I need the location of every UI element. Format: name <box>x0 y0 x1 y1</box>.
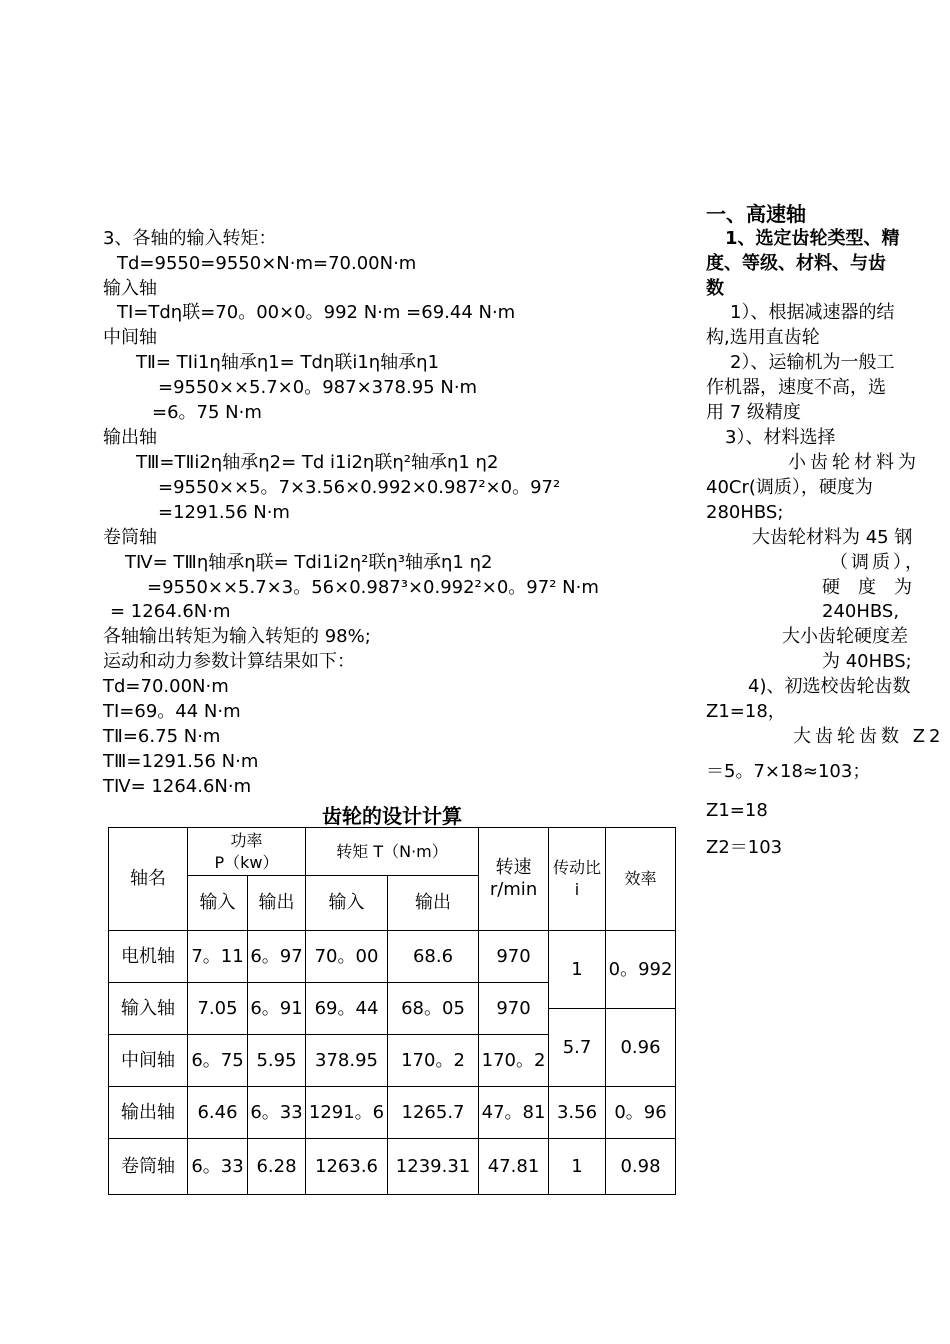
right-paragraph: 作机器，速度不高，选 <box>706 377 886 398</box>
right-paragraph: 为 40HBS; <box>822 651 912 672</box>
header-power: 功率 P（kw） <box>188 828 306 876</box>
cell-ratio: 1 <box>549 931 606 1009</box>
header-ratio: 传动比 i <box>549 828 606 931</box>
right-heading: 一、高速轴 <box>706 202 806 226</box>
cell-torque-out: 170。2 <box>388 1035 479 1087</box>
right-paragraph: Z1=18， <box>706 701 786 722</box>
right-subheading: 1、选定齿轮类型、精 <box>725 228 900 249</box>
cell-efficiency: 0.98 <box>606 1139 676 1195</box>
cell-speed: 970 <box>479 983 549 1035</box>
cell-efficiency: 0。992 <box>606 931 676 1009</box>
right-paragraph: 280HBS; <box>706 502 784 523</box>
result-line: TⅠ=69。44 N·m <box>103 701 241 722</box>
formula-line: = 1264.6N·m <box>110 601 231 622</box>
cell-power-in: 6。75 <box>188 1035 248 1087</box>
right-paragraph: 硬 度 为 <box>822 577 912 598</box>
cell-power-in: 6。33 <box>188 1139 248 1195</box>
cell-power-out: 5.95 <box>248 1035 306 1087</box>
result-line: TⅢ=1291.56 N·m <box>103 751 259 772</box>
right-subheading: 数 <box>706 278 724 299</box>
formula-line: =9550××5。7×3.56×0.992×0.987²×0。97² <box>158 477 561 498</box>
shaft-label: 卷筒轴 <box>103 527 157 548</box>
cell-speed: 970 <box>479 931 549 983</box>
right-paragraph: 大小齿轮硬度差 <box>782 626 908 647</box>
right-paragraph: 用 7 级精度 <box>706 402 801 423</box>
formula-line: TⅡ= TⅠi1η轴承η1= Tdη联i1η轴承η1 <box>136 352 440 373</box>
cell-power-in: 7。11 <box>188 931 248 983</box>
paragraph-line: 运动和动力参数计算结果如下： <box>103 651 355 672</box>
cell-power-out: 6。33 <box>248 1087 306 1139</box>
cell-speed: 47。81 <box>479 1087 549 1139</box>
right-paragraph: 构,选用直齿轮 <box>706 327 820 348</box>
right-paragraph: （调质）， <box>830 552 926 573</box>
right-paragraph: 1）、根据减速器的结 <box>730 302 895 323</box>
header-torque-out: 输出 <box>388 876 479 931</box>
cell-shaft: 电机轴 <box>109 931 188 983</box>
cell-shaft: 输入轴 <box>109 983 188 1035</box>
cell-power-out: 6。97 <box>248 931 306 983</box>
header-shaft-name: 轴名 <box>109 828 188 931</box>
gear-parameter-table <box>108 827 676 1195</box>
right-paragraph: 4)、初选校齿轮齿数 <box>748 676 911 697</box>
header-efficiency: 效率 <box>606 828 676 931</box>
cell-torque-in: 1291。6 <box>306 1087 388 1139</box>
cell-shaft: 卷筒轴 <box>109 1139 188 1195</box>
header-speed: 转速 r/min <box>479 828 549 931</box>
formula-line: =1291.56 N·m <box>158 502 290 523</box>
shaft-label: 输出轴 <box>103 427 157 448</box>
cell-ratio: 1 <box>549 1139 606 1195</box>
right-paragraph: Z2＝103 <box>706 837 783 858</box>
formula-line: TⅢ=TⅡi2η轴承η2= Td i1i2η联η²轴承η1 η2 <box>136 452 499 473</box>
cell-torque-out: 1239.31 <box>388 1139 479 1195</box>
shaft-label: 中间轴 <box>103 327 157 348</box>
cell-torque-out: 1265.7 <box>388 1087 479 1139</box>
right-paragraph: 大齿轮齿数 Z2 <box>793 726 945 747</box>
cell-shaft: 输出轴 <box>109 1087 188 1139</box>
cell-torque-out: 68。05 <box>388 983 479 1035</box>
formula-line: =6。75 N·m <box>152 402 262 423</box>
table-row <box>109 1087 676 1139</box>
right-paragraph: ＝5。7×18≈103； <box>706 761 871 782</box>
result-line: Td=70.00N·m <box>103 676 229 697</box>
cell-efficiency: 0。96 <box>606 1087 676 1139</box>
cell-torque-out: 68.6 <box>388 931 479 983</box>
cell-efficiency: 0.96 <box>606 1009 676 1087</box>
header-torque-in: 输入 <box>306 876 388 931</box>
cell-ratio: 3.56 <box>549 1087 606 1139</box>
header-power-in: 输入 <box>188 876 248 931</box>
right-paragraph: 2）、运输机为一般工 <box>730 352 895 373</box>
cell-speed: 47.81 <box>479 1139 549 1195</box>
section-heading-torque: 3、各轴的输入转矩： <box>103 228 277 249</box>
right-paragraph: Z1=18 <box>706 800 768 821</box>
result-line: TⅣ= 1264.6N·m <box>103 776 252 797</box>
shaft-label: 输入轴 <box>103 278 157 299</box>
cell-torque-in: 1263.6 <box>306 1139 388 1195</box>
formula-line: TⅠ=Tdη联=70。00×0。992 N·m =69.44 N·m <box>117 302 516 323</box>
cell-shaft: 中间轴 <box>109 1035 188 1087</box>
right-paragraph: 小齿轮材料为 <box>788 452 920 473</box>
cell-torque-in: 70。00 <box>306 931 388 983</box>
table-row <box>109 931 676 983</box>
paragraph-line: 各轴输出转矩为输入转矩的 98%; <box>103 626 371 647</box>
formula-line: =9550××5.7×0。987×378.95 N·m <box>158 377 478 398</box>
header-power-out: 输出 <box>248 876 306 931</box>
table-caption: 齿轮的设计计算 <box>322 804 462 828</box>
cell-power-out: 6。91 <box>248 983 306 1035</box>
right-paragraph: 240HBS, <box>822 601 900 622</box>
cell-speed: 170。2 <box>479 1035 549 1087</box>
right-paragraph: 3）、材料选择 <box>725 427 836 448</box>
result-line: TⅡ=6.75 N·m <box>103 726 221 747</box>
right-paragraph: 大齿轮材料为 45 钢 <box>752 527 913 548</box>
formula-line: =9550××5.7×3。56×0.987³×0.992²×0。97² N·m <box>147 577 599 598</box>
right-paragraph: 40Cr(调质），硬度为 <box>706 477 873 498</box>
cell-power-in: 6.46 <box>188 1087 248 1139</box>
cell-power-in: 7.05 <box>188 983 248 1035</box>
cell-power-out: 6.28 <box>248 1139 306 1195</box>
formula-line: TⅣ= TⅢη轴承η联= Tdi1i2η²联η³轴承η1 η2 <box>125 552 493 573</box>
formula-line: Td=9550=9550×N·m=70.00N·m <box>117 253 417 274</box>
header-torque: 转矩 T（N·m） <box>306 828 479 876</box>
cell-torque-in: 69。44 <box>306 983 388 1035</box>
cell-ratio: 5.7 <box>549 1009 606 1087</box>
table-row <box>109 1139 676 1195</box>
right-subheading: 度、等级、材料、与齿 <box>706 253 886 274</box>
cell-torque-in: 378.95 <box>306 1035 388 1087</box>
